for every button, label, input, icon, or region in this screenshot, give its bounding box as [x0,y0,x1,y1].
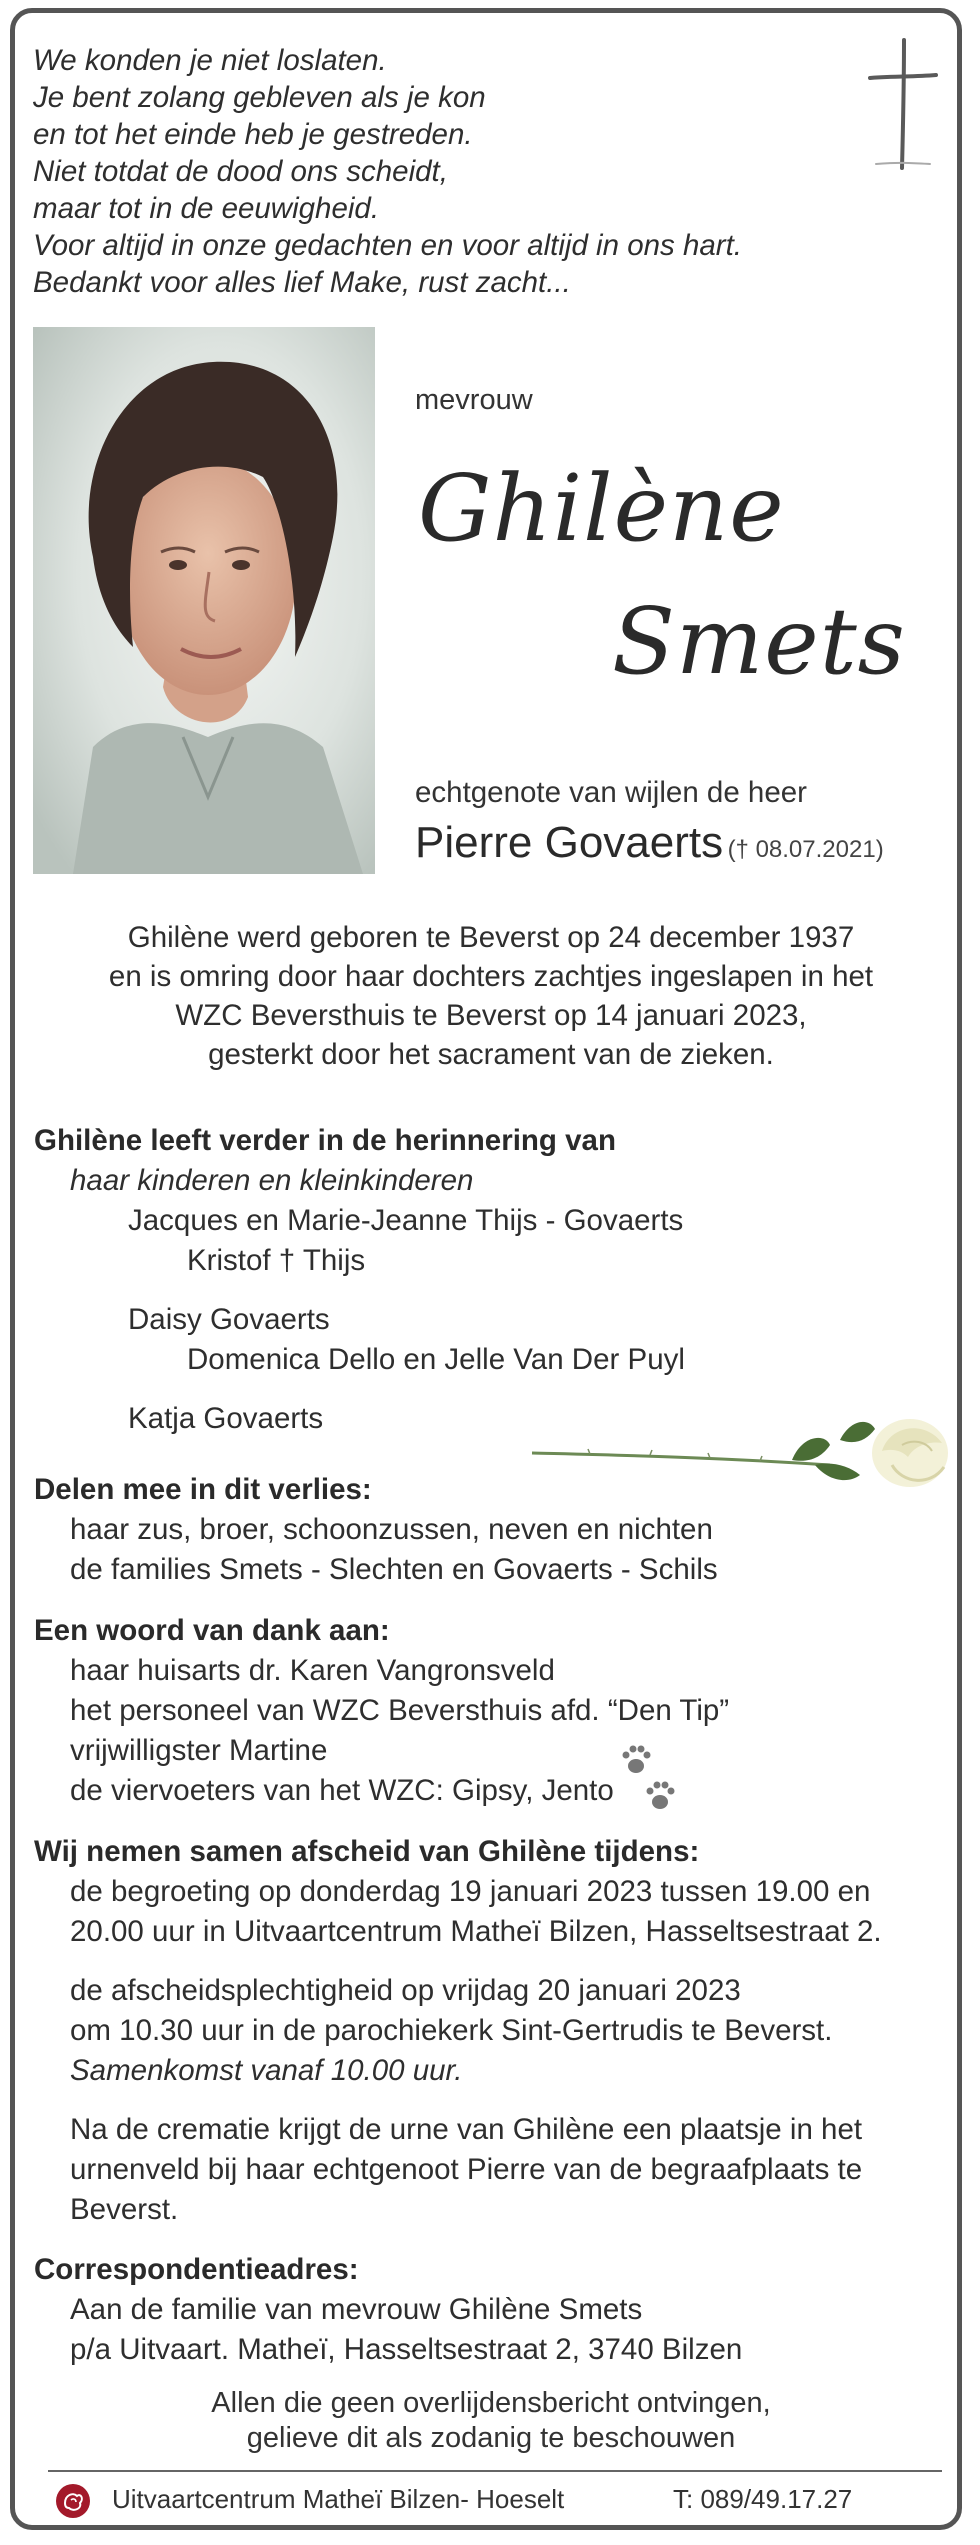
correspondence-line: Aan de familie van mevrouw Ghilène Smets [70,2293,643,2326]
share-heading: Delen mee in dit verlies: [34,1473,372,1506]
poem-line: We konden je niet loslaten. [33,44,387,77]
poem-line: Je bent zolang gebleven als je kon [33,81,486,114]
ceremony-line: de afscheidsplechtigheid op vrijdag 20 januari 2023 [70,1974,741,2007]
correspondence-line: p/a Uitvaart. Matheï, Hasseltsestraat 2, 3740 Bilzen [70,2333,743,2366]
poem-line: en tot het einde heb je gestreden. [33,118,473,151]
share-line: de families Smets - Slechten en Govaerts - Schils [70,1553,718,1586]
gathering-time: Samenkomst vanaf 10.00 uur. [70,2054,463,2087]
family-member: Jacques en Marie-Jeanne Thijs - Govaerts [128,1204,684,1237]
thanks-line: het personeel van WZC Beversthuis afd. “Den Tip” [70,1694,730,1727]
poem-line: Bedankt voor alles lief Make, rust zacht... [33,266,571,299]
family-member: Kristof † Thijs [187,1244,366,1277]
thanks-heading: Een woord van dank aan: [34,1614,390,1647]
birth-death-announcement [32,918,950,1074]
cross-icon [868,38,938,170]
spouse-name: Pierre Govaerts [415,818,724,867]
announcement-line: en is omring door haar dochters zachtjes ingeslapen in het [108,960,874,993]
correspondence-section [34,2250,742,2370]
family-subheading: haar kinderen en kleinkinderen [70,1164,474,1197]
family-heading: Ghilène leeft verder in de herinnering van [34,1124,616,1157]
announcement-line: Ghilène werd geboren te Beverst op 24 december 1937 [127,921,855,954]
family-member: Domenica Dello en Jelle Van Der Puyl [187,1343,685,1376]
funeral-home-phone: T: 089/49.17.27 [673,2484,853,2514]
family-member: Katja Govaerts [128,1402,324,1435]
title-mevrouw: mevrouw [415,384,533,416]
thanks-line: de viervoeters van het WZC: Gipsy, Jento [70,1774,614,1807]
poem-line: Voor altijd in onze gedachten en voor altijd in ons hart. [33,229,742,262]
announcement-line: WZC Beversthuis te Beverst op 14 januari 2023, [175,999,807,1032]
deceased-last-name: Smets [612,588,906,695]
thanks-line: haar huisarts dr. Karen Vangronsveld [70,1654,555,1687]
correspondence-heading: Correspondentieadres: [34,2253,359,2286]
viewing-line: 20.00 uur in Uitvaartcentrum Matheï Bilzen, Hasseltsestraat 2. [70,1915,882,1948]
announcement-line: gesterkt door het sacrament van de zieken. [208,1038,774,1071]
spouse-line [415,818,884,868]
closing-line: Allen die geen overlijdensbericht ontvingen, [211,2387,771,2419]
deceased-first-name: Ghilène [418,455,785,562]
footer-divider [48,2470,942,2472]
farewell-section [34,1832,882,2230]
portrait-illustration [33,327,375,874]
family-member: Daisy Govaerts [128,1303,330,1336]
poem-line: maar tot in de eeuwigheid. [33,192,380,225]
paw-prints-icon [618,1744,680,1816]
viewing-line: de begroeting op donderdag 19 januari 2023 tussen 19.00 en [70,1875,871,1908]
family-section [34,1121,685,1439]
urn-line: Na de crematie krijgt de urne van Ghilène een plaatsje in het [70,2113,863,2146]
share-line: haar zus, broer, schoonzussen, neven en nichten [70,1513,713,1546]
share-section [34,1470,718,1590]
poem-line: Niet totdat de dood ons scheidt, [33,155,448,188]
ceremony-line: om 10.30 uur in de parochiekerk Sint-Gertrudis te Beverst. [70,2014,833,2047]
rose-logo-icon [55,2483,91,2519]
urn-line: Beverst. [70,2193,179,2226]
urn-line: urnenveld bij haar echtgenoot Pierre van de begraafplaats te [70,2153,863,2186]
farewell-heading: Wij nemen samen afscheid van Ghilène tijdens: [34,1835,700,1868]
closing-note [32,2386,950,2456]
spouse-death-date: († 08.07.2021) [727,836,884,863]
poem [33,42,742,301]
portrait-photo [33,327,375,874]
closing-line: gelieve dit als zodanig te beschouwen [246,2422,736,2454]
spouse-intro: echtgenote van wijlen de heer [415,776,807,809]
thanks-line: vrijwilligster Martine [70,1734,328,1767]
funeral-home-name: Uitvaartcentrum Matheï Bilzen- Hoeselt [112,2484,565,2514]
